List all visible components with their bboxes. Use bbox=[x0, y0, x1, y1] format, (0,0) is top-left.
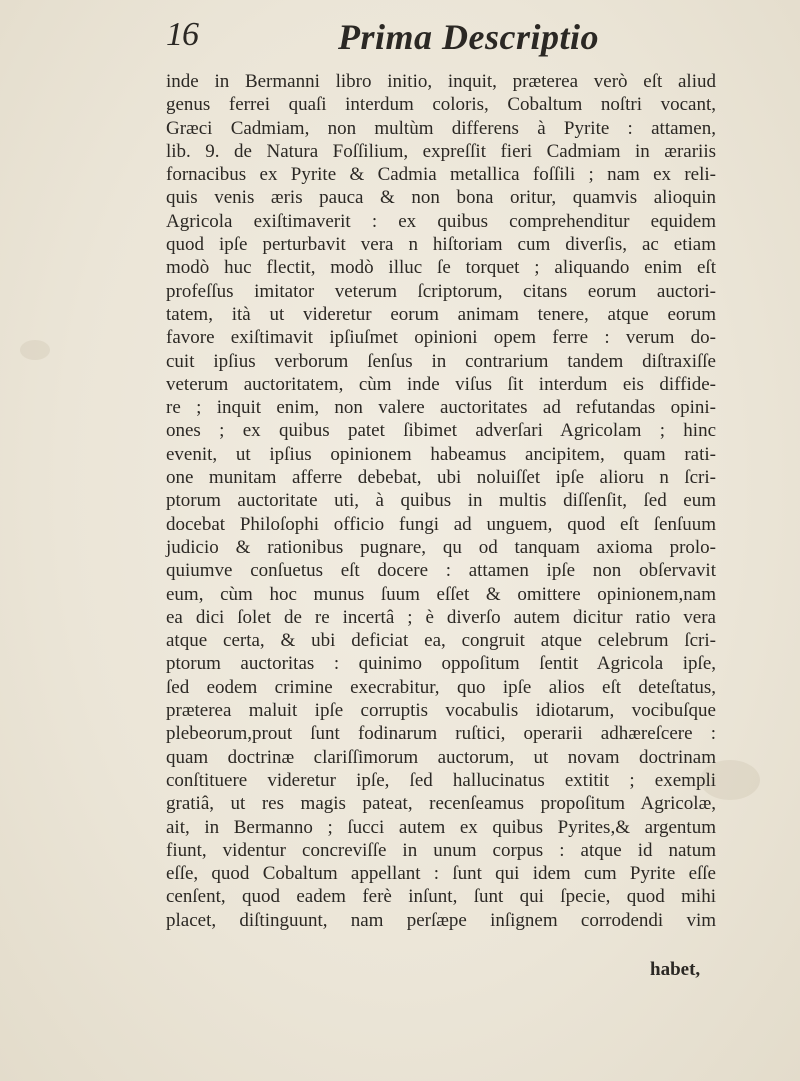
text-line: quod ipſe perturbavit vera n hiſtoriam cum diverſis, ac etiam bbox=[166, 234, 716, 256]
text-line: præterea maluit ipſe corruptis vocabulis idiotarum, vocibuſque bbox=[166, 700, 716, 722]
text-line: modò huc flectit, modò illuc ſe torquet ; aliquando enim eſt bbox=[166, 257, 716, 279]
text-line: veterum auctoritatem, cùm inde viſus ſit interdum eis diffide- bbox=[166, 373, 716, 395]
text-line: cuit ipſius verborum ſenſus in contrarium tandem diſtraxiſſe bbox=[166, 350, 716, 372]
text-line: quis venis æris pauca & non bona oritur, quamvis alioquin bbox=[166, 187, 716, 209]
body-text bbox=[166, 70, 716, 932]
text-line: fiunt, videntur concreviſſe in unum corpus : atque id natum bbox=[166, 839, 716, 861]
text-line: quiumve conſuetus eſt docere : attamen ipſe non obſervavit bbox=[166, 560, 716, 582]
catchword: habet, bbox=[650, 959, 701, 980]
text-line: conſtituere videretur ipſe, ſed hallucinatus extitit ; exempli bbox=[166, 769, 716, 791]
paper-stain bbox=[20, 340, 50, 360]
text-line: quam doctrinæ clariſſimorum auctorum, ut novam doctrinam bbox=[166, 746, 716, 768]
text-line: ea dici ſolet de re incertâ ; è diverſo autem dicitur ratio vera bbox=[166, 606, 716, 628]
text-line: eum, cùm hoc munus ſuum eſſet & omittere opinionem,nam bbox=[166, 583, 716, 605]
text-line: judicio & rationibus pugnare, qu od tanquam axioma prolo- bbox=[166, 536, 716, 558]
text-line: re ; inquit enim, non valere auctoritates ad refutandas opini- bbox=[166, 397, 716, 419]
text-line: eſſe, quod Cobaltum appellant : ſunt qui idem cum Pyrite eſſe bbox=[166, 863, 716, 885]
text-line: ptorum auctoritate uti, à quibus in multis diſſenſit, ſed eum bbox=[166, 490, 716, 512]
text-line: inde in Bermanni libro initio, inquit, præterea verò eſt aliud bbox=[166, 71, 716, 92]
text-line: plebeorum,prout ſunt fodinarum ruſtici, operarii adhæreſcere : bbox=[166, 723, 716, 745]
text-line: genus ferrei quaſi interdum coloris, Cobaltum noſtri vocant, bbox=[166, 94, 716, 116]
text-line: fornacibus ex Pyrite & Cadmia metallica foſſili ; nam ex reli- bbox=[166, 164, 716, 186]
text-line: ait, in Bermanno ; ſucci autem ex quibus Pyrites,& argentum bbox=[166, 816, 716, 838]
text-line: one munitam afferre debebat, ubi noluiſſet ipſe alioru n ſcri- bbox=[166, 467, 716, 489]
text-line: tatem, ità ut videretur eorum animam tenere, atque eorum bbox=[166, 303, 716, 325]
text-line: gratiâ, ut res magis pateat, recenſeamus propoſitum Agricolæ, bbox=[166, 793, 716, 815]
text-line: evenit, ut ipſius opinionem habeamus ancipitem, quam rati- bbox=[166, 443, 716, 465]
text-line: ptorum auctoritas : quinimo oppoſitum ſentit Agricola ipſe, bbox=[166, 653, 716, 675]
text-line: profeſſus imitator veterum ſcriptorum, citans eorum auctori- bbox=[166, 280, 716, 302]
text-line: Græci Cadmiam, non multùm differens à Pyrite : attamen, bbox=[166, 117, 716, 139]
text-line: docebat Philoſophi officio fungi ad unguem, quod eſt ſenſuum bbox=[166, 513, 716, 535]
page-header bbox=[0, 10, 800, 68]
text-line: favore exiſtimavit ipſiuſmet opinioni opem ferre : verum do- bbox=[166, 327, 716, 349]
running-title: Prima Descriptio bbox=[338, 17, 599, 57]
text-line: atque certa, & ubi deficiat ea, congruit atque celebrum ſcri- bbox=[166, 630, 716, 652]
text-line: lib. 9. de Natura Foſſilium, expreſſit fieri Cadmiam in ærariis bbox=[166, 140, 716, 162]
text-line: ſed eodem crimine execrabitur, quo ipſe alios eſt deteſtatus, bbox=[166, 676, 716, 698]
page-number: 16 bbox=[166, 16, 198, 53]
text-line: cenſent, quod eadem ferè inſunt, ſunt qui ſpecie, quod mihi bbox=[166, 886, 716, 908]
text-line: Agricola exiſtimaverit : ex quibus comprehenditur equidem bbox=[166, 210, 716, 232]
text-line: ones ; ex quibus patet ſibimet adverſari Agricolam ; hinc bbox=[166, 420, 716, 442]
text-line: placet, diſtinguunt, nam perſæpe inſignem corrodendi vim bbox=[166, 909, 716, 931]
